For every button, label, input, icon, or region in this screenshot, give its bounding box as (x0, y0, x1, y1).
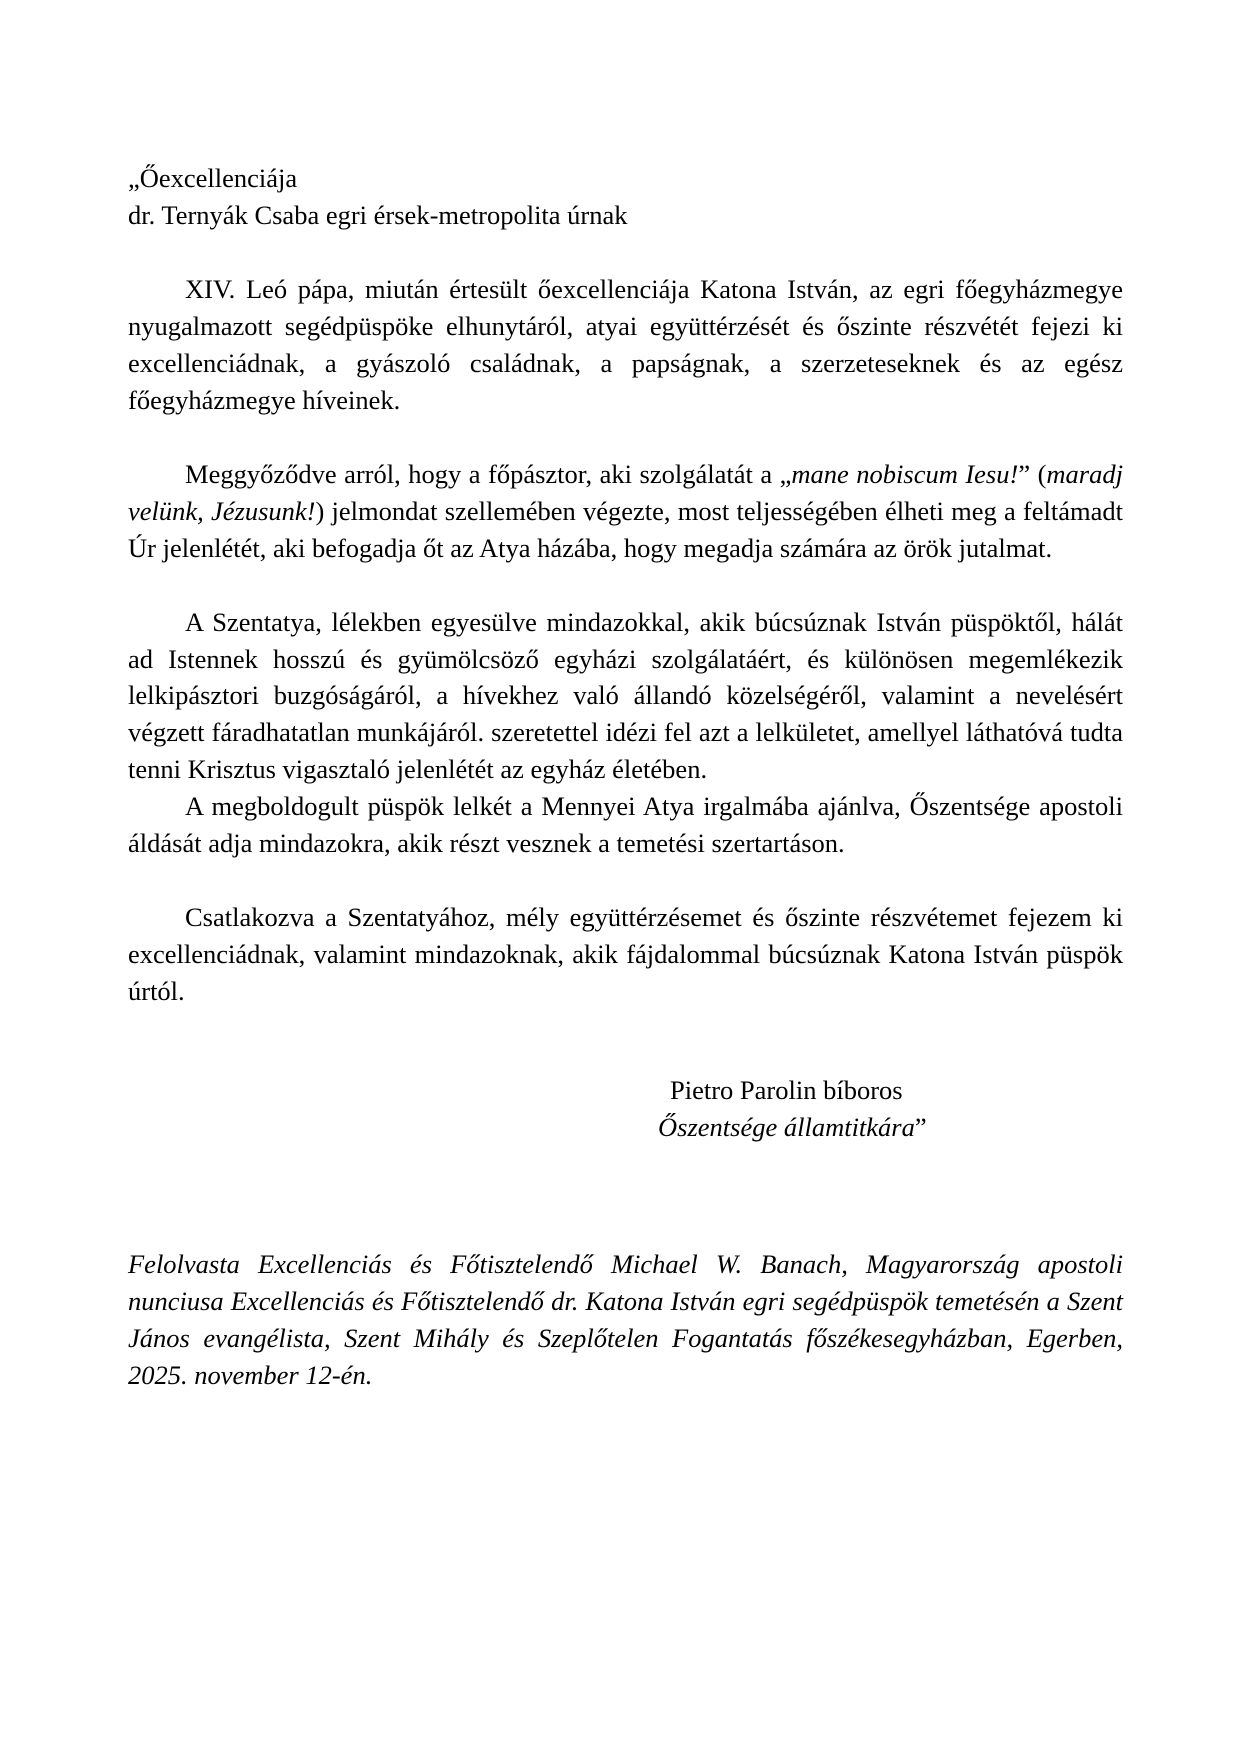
salutation-block (128, 160, 1123, 234)
signature-title: Őszentsége államtitkára (658, 1112, 915, 1143)
document-body (128, 160, 1123, 1460)
signature-block (128, 1072, 1123, 1146)
paragraph-2-run-1: Meggyőződve arról, hogy a főpásztor, aki szolgálatát a „ (185, 458, 792, 489)
paragraph-2-latin-motto: mane nobiscum Iesu! (791, 458, 1019, 489)
paragraph-2 (128, 456, 1123, 567)
signature-title-line (658, 1109, 1123, 1146)
salutation-line-1: „Őexcellenciája (128, 163, 298, 193)
paragraph-4: A megboldogult püspök lelkét a Mennyei Atya irgalmába ajánlva, Őszentsége apostoli áldását adja mindazokra, akik részt vesznek a temetési szertartáson. (128, 791, 1123, 859)
signature-closing-quote: ” (914, 1112, 927, 1143)
paragraph-2-motto-translation: maradj velünk, Jézusunk! (128, 458, 1123, 526)
page-bottom-spacer (128, 1420, 1123, 1460)
paragraph-2-run-5: ) jelmondat szellemében végezte, most teljességében élheti meg a feltámadt Úr jelenlétét, aki befogadja őt az Atya házába, hogy megadja számára az örök jutalmat. (128, 495, 1123, 563)
paragraph-5: Csatlakozva a Szentatyához, mély együttérzésemet és őszinte részvétemet fejezem ki excellenciádnak, valamint mindazoknak, akik fájdalommal búcsúznak Katona István püspök úrtól. (128, 902, 1123, 1007)
signature-name: Pietro Parolin bíboros (670, 1075, 903, 1106)
footnote-note: Felolvasta Excellenciás és Főtisztelendő Michael W. Banach, Magyarország apostoli nunciusa Excellenciás és Főtisztelendő dr. Katona István egri segédpüspök temetésén a Szent János evangélista, Szent Mihály és Szeplőtelen Fogantatás főszékesegyházban, Egerben, 2025. november 12-én. (128, 1249, 1123, 1390)
paragraph-3: A Szentatya, lélekben egyesülve mindazokkal, akik búcsúznak István püspöktől, hálát ad Istennek hosszú és gyümölcsöző egyházi szolgálatáért, és különösen megemlékezik lelkipásztori buzgóságáról, a hívekhez való állandó közelségéről, valamint a nevelésért végzett fáradhatatlan munkájáról. szeretettel idézi fel azt a lelkületet, amellyel láthatóvá tudta tenni Krisztus vigasztaló jelenlétét az egyház életében. (128, 606, 1123, 785)
salutation-line-2: dr. Ternyák Csaba egri érsek-metropolita úrnak (128, 199, 628, 230)
paragraph-2-run-3: ” ( (1018, 458, 1047, 489)
paragraph-1: XIV. Leó pápa, miután értesült őexcellenciája Katona István, az egri főegyházmegye nyugalmazott segédpüspöke elhunytáról, atyai együttérzését és őszinte részvétét fejezi ki excellenciádnak, a gyászoló családnak, a papságnak, a szerzeteseknek és az egész főegyházmegye híveinek. (128, 273, 1123, 415)
